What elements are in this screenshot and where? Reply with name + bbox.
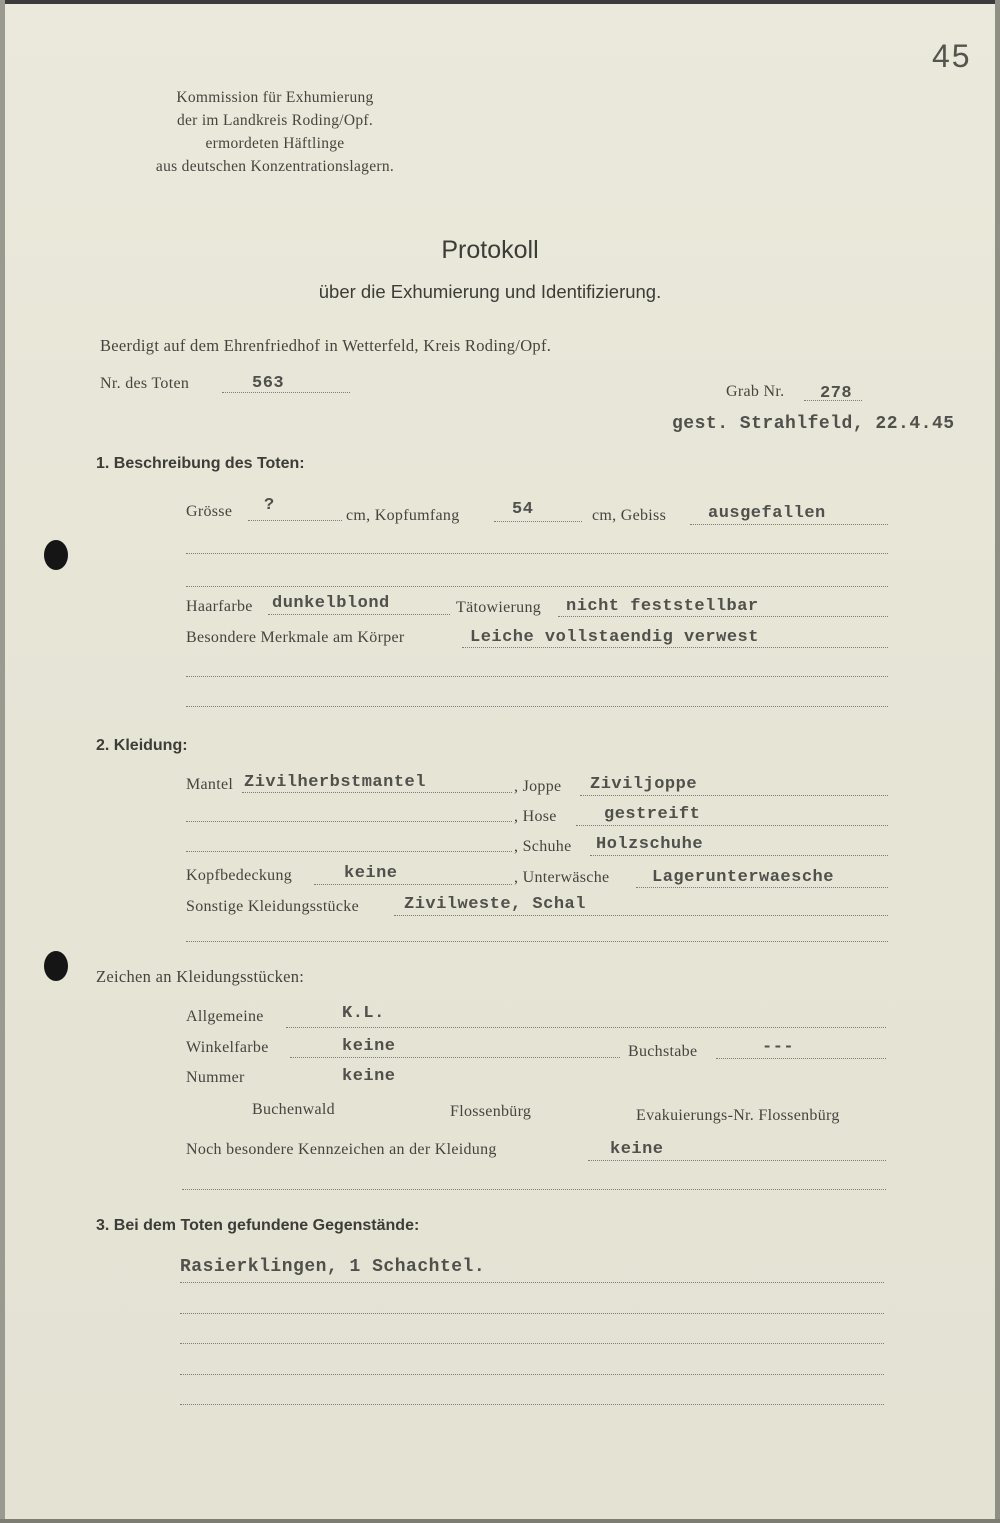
height-value: ?	[264, 496, 275, 515]
shoes-line	[590, 855, 888, 856]
items-line-2	[180, 1313, 884, 1314]
header-line-3: ermordeten Häftlinge	[205, 135, 345, 152]
head-unit: cm, Gebiss	[592, 507, 667, 524]
underwear-value: Lagerunterwaesche	[652, 868, 834, 887]
other-clothing-line	[394, 915, 888, 916]
marks-label: Besondere Merkmale am Körper	[186, 629, 405, 646]
blank-line-6	[182, 1189, 886, 1190]
letter-value: ---	[762, 1038, 795, 1057]
blank-line-1	[186, 553, 888, 554]
dead-number-label: Nr. des Toten	[100, 375, 190, 392]
tattoo-value: nicht feststellbar	[566, 597, 759, 616]
column-flossenbuerg: Flossenbürg	[450, 1103, 532, 1120]
color-label: Winkelfarbe	[186, 1039, 269, 1056]
page-number: 45	[932, 38, 972, 74]
teeth-value: ausgefallen	[708, 504, 826, 523]
scan-edge-top	[0, 0, 1000, 4]
other-marks-label: Noch besondere Kennzeichen an der Kleidung	[186, 1141, 497, 1158]
jacket-label: , Joppe	[514, 778, 562, 795]
trousers-blank-line	[186, 821, 512, 822]
hair-line	[268, 614, 450, 615]
headwear-line	[314, 884, 512, 885]
document-title: Protokoll	[441, 236, 539, 264]
number-label: Nummer	[186, 1069, 245, 1086]
shoes-value: Holzschuhe	[596, 835, 704, 854]
trousers-label: , Hose	[514, 808, 557, 825]
trousers-value: gestreift	[604, 805, 701, 824]
scan-edge-bottom	[0, 1519, 1000, 1523]
dead-number-value: 563	[252, 374, 285, 393]
head-line	[494, 521, 582, 522]
letter-line	[716, 1058, 886, 1059]
blank-line-5	[186, 941, 888, 942]
blank-line-4	[186, 706, 888, 707]
underwear-label: , Unterwäsche	[514, 869, 610, 886]
head-value: 54	[512, 500, 534, 519]
hair-value: dunkelblond	[272, 594, 390, 613]
found-items-value: Rasierklingen, 1 Schachtel.	[180, 1257, 486, 1277]
height-unit: cm, Kopfumfang	[346, 507, 460, 524]
number-value: keine	[342, 1067, 396, 1086]
other-clothing-label: Sonstige Kleidungsstücke	[186, 898, 359, 915]
color-line	[290, 1057, 620, 1058]
headwear-label: Kopfbedeckung	[186, 867, 293, 884]
underwear-line	[636, 887, 888, 888]
column-buchenwald: Buchenwald	[252, 1101, 335, 1118]
other-marks-value: keine	[610, 1140, 664, 1159]
shoes-blank-line	[186, 851, 512, 852]
hair-label: Haarfarbe	[186, 598, 253, 615]
burial-line: Beerdigt auf dem Ehrenfriedhof in Wetterfeld, Kreis Roding/Opf.	[100, 336, 552, 355]
clothing-marks-heading: Zeichen an Kleidungsstücken:	[96, 967, 305, 986]
commission-header	[120, 86, 430, 178]
tattoo-label: Tätowierung	[456, 599, 542, 616]
grave-number-value: 278	[820, 384, 853, 403]
other-clothing-value: Zivilweste, Schal	[404, 895, 586, 914]
headwear-value: keine	[344, 864, 398, 883]
letter-label: Buchstabe	[628, 1043, 698, 1060]
punch-hole-bottom	[44, 951, 68, 981]
blank-line-2	[186, 586, 888, 587]
dead-number-line	[222, 392, 350, 393]
teeth-line	[690, 524, 888, 525]
general-marks-value: K.L.	[342, 1004, 385, 1023]
marks-line	[462, 647, 888, 648]
general-marks-line	[286, 1027, 886, 1028]
items-line-1	[180, 1282, 884, 1283]
death-note: gest. Strahlfeld, 22.4.45	[672, 414, 955, 434]
column-evacuation-number: Evakuierungs-Nr. Flossenbürg	[636, 1107, 840, 1124]
punch-hole-top	[44, 540, 68, 570]
header-line-1: Kommission für Exhumierung	[176, 89, 374, 106]
section-2-heading: 2. Kleidung:	[96, 737, 188, 754]
shoes-label: , Schuhe	[514, 838, 572, 855]
blank-line-3	[186, 676, 888, 677]
trousers-line	[576, 825, 888, 826]
coat-value: Zivilherbstmantel	[244, 773, 426, 792]
header-line-4: aus deutschen Konzentrationslagern.	[155, 158, 395, 175]
grave-number-label: Grab Nr.	[726, 383, 785, 400]
jacket-value: Ziviljoppe	[590, 775, 698, 794]
coat-label: Mantel	[186, 776, 234, 793]
height-line	[248, 520, 342, 521]
items-line-4	[180, 1374, 884, 1375]
section-1-heading: 1. Beschreibung des Toten:	[96, 455, 305, 472]
other-marks-line	[588, 1160, 886, 1161]
items-line-3	[180, 1343, 884, 1344]
scan-edge-left	[0, 0, 5, 1523]
section-3-heading: 3. Bei dem Toten gefundene Gegenstände:	[96, 1217, 420, 1234]
document-subtitle: über die Exhumierung und Identifizierung.	[318, 281, 662, 302]
marks-value: Leiche vollstaendig verwest	[470, 628, 759, 647]
tattoo-line	[558, 616, 888, 617]
header-line-2: der im Landkreis Roding/Opf.	[176, 112, 374, 129]
items-line-5	[180, 1404, 884, 1405]
scan-edge-right	[995, 0, 1000, 1523]
color-value: keine	[342, 1037, 396, 1056]
general-marks-label: Allgemeine	[186, 1008, 264, 1025]
height-label: Grösse	[186, 503, 233, 520]
coat-line	[242, 792, 512, 793]
jacket-line	[580, 795, 888, 796]
